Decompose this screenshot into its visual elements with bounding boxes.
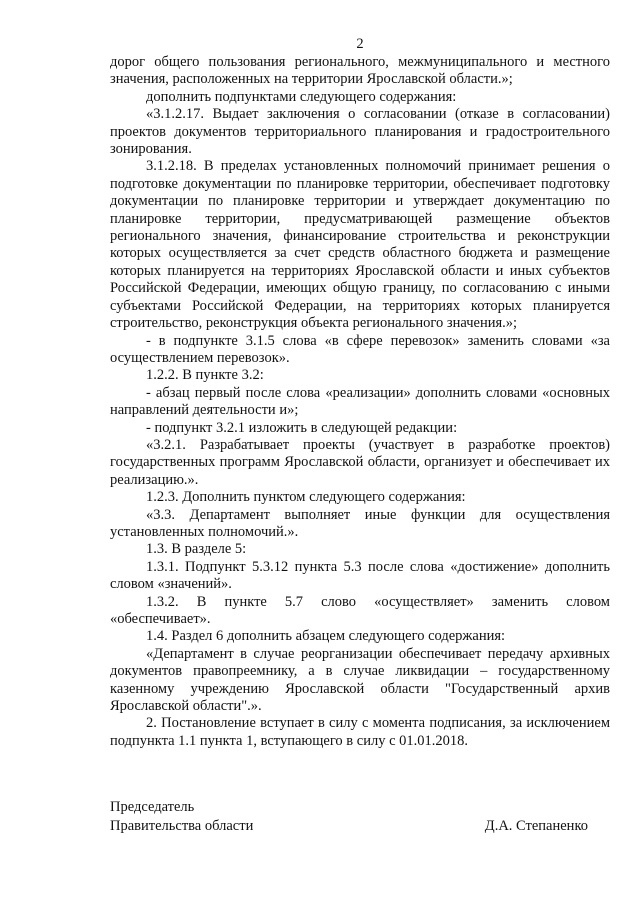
paragraph: 2. Постановление вступает в силу с момента подписания, за исключением подпункта 1.1 пункта 1, вступающего в силу с 01.01.2018.: [110, 715, 610, 749]
document-body: [110, 54, 610, 750]
paragraph: «3.2.1. Разрабатывает проекты (участвует в разработке проектов) государственных программ Ярославской области, организует и обеспечивает их реализацию.».: [110, 436, 610, 488]
paragraph: «Департамент в случае реорганизации обеспечивает передачу архивных документов правопреемнику, а в случае ликвидации – государственному казенному учреждению Ярославской области "Государственный архив Ярославской области".».: [110, 645, 610, 715]
document-page: [110, 36, 610, 750]
paragraph: дополнить подпунктами следующего содержания:: [146, 88, 457, 105]
paragraph: 1.3. В разделе 5:: [146, 541, 247, 558]
page-number: 2: [356, 36, 364, 52]
paragraph: - подпункт 3.2.1 изложить в следующей редакции:: [146, 419, 458, 436]
signature-row: [110, 817, 588, 836]
paragraph: 1.4. Раздел 6 дополнить абзацем следующего содержания:: [146, 628, 506, 645]
paragraph: - в подпункте 3.1.5 слова «в сфере перевозок» заменить словами «за осуществлением перевозок».: [110, 332, 610, 366]
signatory-title-line1: Председатель: [110, 799, 195, 815]
signatory-title-line2: Правительства области: [110, 818, 254, 834]
paragraph: дорог общего пользования регионального, межмуниципального и местного значения, расположенных на территории Ярославской области.»;: [110, 54, 610, 88]
signature-block: [110, 798, 588, 836]
paragraph: 1.3.2. В пункте 5.7 слово «осуществляет» заменить словом «обеспечивает».: [110, 593, 610, 627]
paragraph: «3.3. Департамент выполняет иные функции для осуществления установленных полномочий.».: [110, 506, 610, 540]
paragraph: 1.3.1. Подпункт 5.3.12 пункта 5.3 после слова «достижение» дополнить словом «значений».: [110, 558, 610, 593]
paragraph: 1.2.3. Дополнить пунктом следующего содержания:: [146, 489, 466, 506]
paragraph: 1.2.2. В пункте 3.2:: [146, 367, 264, 384]
signatory-name: Д.А. Степаненко: [484, 818, 588, 834]
paragraph: «3.1.2.17. Выдает заключения о согласовании (отказе в согласовании) проектов документов территориального планирования и градостроительного зонирования.: [110, 106, 610, 158]
paragraph: 3.1.2.18. В пределах установленных полномочий принимает решения о подготовке документации по планировке территории, обеспечивает подготовку документации по планировке территории и утверждает документацию по планировке территории, предусматривающей размещение объектов регионального значения, финансирование строительства и реконструкции которых осуществляется за счет средств областного бюджета и размещение которых планируется на территориях Ярославской области и иных субъектов Российской Федерации, имеющих общую границу, по согласованию с иными субъектами Российской Федерации, на территориях которых планируется строительство, реконструкция объекта регионального значения.»;: [110, 158, 610, 332]
paragraph: - абзац первый после слова «реализации» дополнить словами «основных направлений деятельности и»;: [110, 384, 610, 419]
